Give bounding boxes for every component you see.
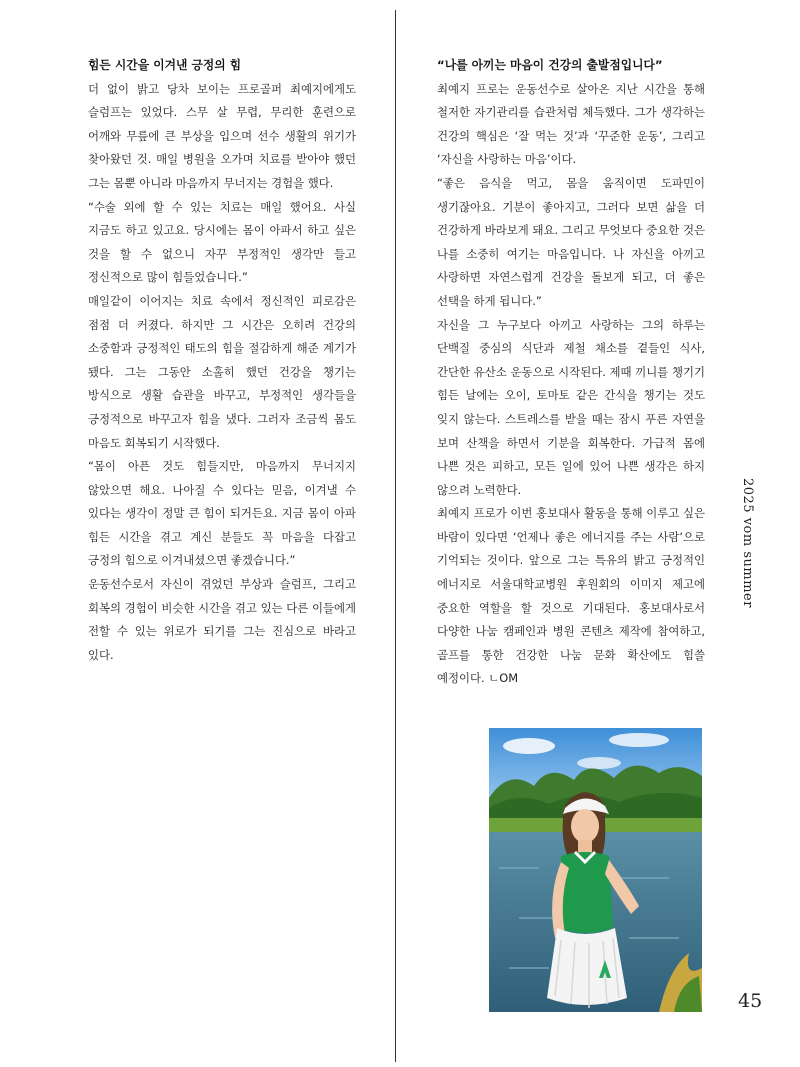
left-column	[88, 54, 356, 667]
cloud	[609, 733, 669, 747]
quote-paragraph: “몸이 아픈 것도 힘들지만, 마음까지 무너지지 않았으면 해요. 나아질 수 있다는 믿음, 이겨낼 수 있다는 생각이 정말 큰 힘이 되거든요. 지금 몸이 아파 힘든 시간을 겪고 계신 분들도 꼭 마음을 다잡고 긍정의 힘으로 이겨내셨으면 좋겠습니다.”	[88, 459, 356, 568]
section-heading-right: “나를 아끼는 마음이 건강의 출발점입니다”	[437, 58, 663, 72]
issue-label: 2025 vom summer	[740, 478, 755, 608]
quote-paragraph: “좋은 음식을 먹고, 몸을 움직이면 도파민이 생기잖아요. 기분이 좋아지고, 그러다 보면 삶을 더 건강하게 바라보게 돼요. 그리고 무엇보다 중요한 것은 나를 소중히 여기는 마음입니다. 나 자신을 아끼고 사랑하면 자연스럽게 건강을 돌보게 되고, 더 좋은 선택을 하게 됩니다.”	[437, 175, 705, 308]
golfer-photo	[489, 728, 702, 1012]
quote-paragraph: “수술 외에 할 수 있는 치료는 매일 했어요. 사실 지금도 하고 있고요. 당시에는 몸이 아파서 하고 싶은 것을 할 수 없으니 자꾸 부정적인 생각만 들고 정신적으로 많이 힘들었습니다.”	[88, 199, 356, 285]
section-heading-left: 힘든 시간을 이겨낸 긍정의 힘	[88, 58, 242, 72]
cloud	[577, 757, 621, 769]
column-divider	[395, 10, 396, 1062]
face	[571, 809, 599, 843]
right-column	[437, 54, 705, 691]
cloud	[503, 738, 555, 754]
paragraph: 최예지 프로는 운동선수로 살아온 지난 시간을 통해 철저한 자기관리를 습관처럼 체득했다. 그가 생각하는 건강의 핵심은 ‘잘 먹는 것’과 ‘꾸준한 운동’, 그리고 ‘자신을 사랑하는 마음’이다.	[437, 81, 705, 167]
page-number: 45	[738, 990, 763, 1012]
paragraph: 더 없이 밝고 당차 보이는 프로골퍼 최예지에게도 슬럼프는 있었다. 스무 살 무렵, 무리한 훈련으로 어깨와 무릎에 큰 부상을 입으며 선수 생활의 위기가 찾아왔던 것. 매일 병원을 오가며 치료를 받아야 했던 그는 몸뿐 아니라 마음까지 무너지는 경험을 했다.	[88, 81, 356, 190]
neck	[578, 840, 592, 854]
paragraph: 매일같이 이어지는 치료 속에서 정신적인 피로감은 점점 더 커졌다. 하지만 그 시간은 오히려 건강의 소중함과 긍정적인 태도의 힘을 절감하게 해준 계기가 됐다. 그는 그동안 소홀히 했던 건강을 챙기는 방식으로 생활 습관을 바꾸고, 부정적인 생각들을 긍정적으로 바꾸고자 힘을 냈다. 그러자 조금씩 몸도 마음도 회복되기 시작했다.	[88, 293, 356, 450]
skirt	[547, 928, 627, 1005]
paragraph: 자신을 그 누구보다 아끼고 사랑하는 그의 하루는 단백질 중심의 식단과 제철 채소를 곁들인 식사, 간단한 유산소 운동으로 시작된다. 제때 끼니를 챙기기 힘든 날에는 오이, 토마토 같은 간식을 챙기는 것도 잊지 않는다. 스트레스를 받을 때는 잠시 푸른 자연을 보며 산책을 하면서 기분을 회복한다. 가급적 몸에 나쁜 것은 피하고, 모든 일에 있어 나쁜 생각은 하지 않으려 노력한다.	[437, 317, 705, 497]
paragraph: 최예지 프로가 이번 홍보대사 활동을 통해 이루고 싶은 바람이 있다면 ‘언제나 좋은 에너지를 주는 사람’으로 기억되는 것이다. 앞으로 그는 특유의 밝고 긍정적인 에너지로 서울대학교병원 후원회의 이미지 제고에 중요한 역할을 할 것으로 기대된다. 홍보대사로서 다양한 나눔 캠페인과 병원 콘텐츠 제작에 참여하고, 골프를 통한 건강한 나눔 문화 확산에도 힘쓸 예정이다. ㄴOM	[437, 506, 705, 686]
paragraph: 운동선수로서 자신이 겪었던 부상과 슬럼프, 그리고 회복의 경험이 비슷한 시간을 겪고 있는 다른 이들에게 전할 수 있는 위로가 되기를 그는 진심으로 바라고 있다.	[88, 577, 356, 662]
shirt	[559, 852, 613, 933]
